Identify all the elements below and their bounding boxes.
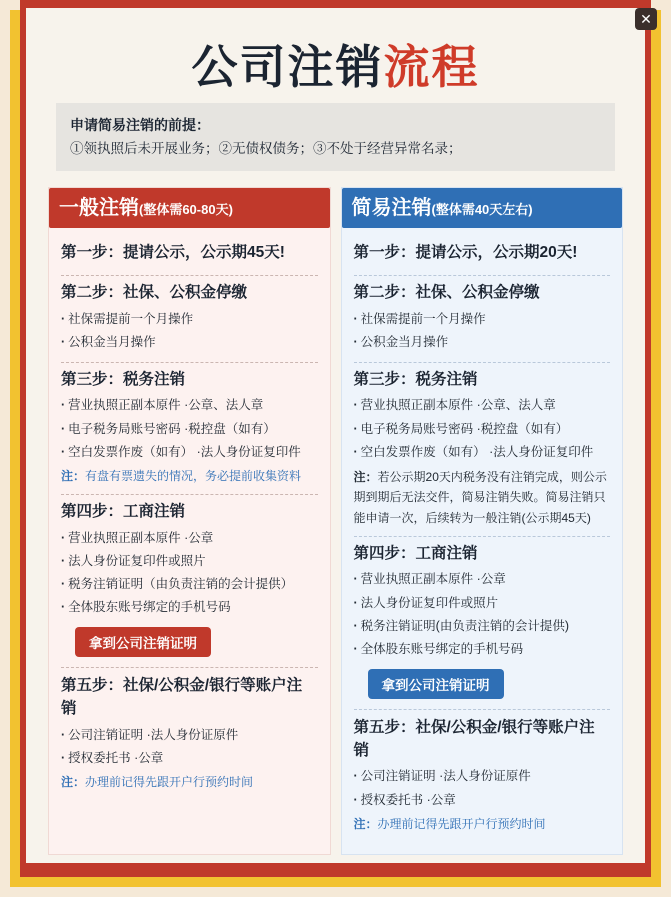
column-body-general (49, 228, 330, 805)
list-item: · 法人身份证复印件或照片 (61, 550, 318, 573)
column-header-general-main: 一般注销 (59, 196, 139, 219)
step-bullets (354, 568, 611, 661)
step-item (61, 276, 318, 363)
list-item: · 全体股东账号绑定的手机号码 (354, 638, 611, 661)
column-general-cancellation (48, 187, 331, 855)
column-header-general-sub: (整体需60-80天) (139, 201, 233, 217)
step-item (61, 668, 318, 800)
poster-content (26, 8, 645, 863)
premise-box (56, 103, 615, 171)
note-text: 办理前记得先跟开户行预约时间 (85, 774, 254, 789)
note-label: 注： (353, 469, 378, 484)
list-item: · 法人身份证复印件或照片 (354, 592, 611, 615)
list-item: · 营业执照正副本原件 ·公章 (354, 568, 611, 591)
list-item: · 社保需提前一个月操作 (354, 308, 611, 331)
list-item: · 公司注销证明 ·法人身份证原件 (61, 724, 318, 747)
list-item: · 营业执照正副本原件 ·公章、法人章 (61, 394, 318, 417)
column-header-simple (342, 188, 623, 228)
page-title-main: 公司注销 (191, 41, 384, 93)
columns-container (44, 187, 627, 855)
list-item: · 营业执照正副本原件 ·公章 (61, 527, 318, 550)
list-item: · 空白发票作废（如有） ·法人身份证复印件 (354, 441, 611, 464)
step-title: 第二步：社保、公积金停缴 (61, 284, 248, 302)
step-title: 第二步：社保、公积金停缴 (353, 284, 540, 302)
step-bullets (61, 394, 318, 463)
list-item: · 社保需提前一个月操作 (61, 308, 318, 331)
step-note (354, 467, 611, 528)
column-header-general (49, 188, 330, 228)
note-label: 注： (353, 816, 378, 831)
step-item (354, 710, 611, 842)
step-title: 第三步：税务注销 (61, 370, 186, 388)
step-title: 第一步：提请公示，公示期45天! (61, 243, 285, 261)
step-title: 第五步：社保/公积金/银行等账户注销 (61, 677, 303, 718)
step-bullets (354, 394, 611, 463)
list-item: · 电子税务局账号密码 ·税控盘（如有） (61, 418, 318, 441)
list-item: · 空白发票作废（如有） ·法人身份证复印件 (61, 441, 318, 464)
note-text: 若公示期20天内税务没有注销完成，则公示期到期后无法交件，简易注销失败。简易注销只能申请一次，后续转为一般注销(公示期45天) (353, 469, 607, 525)
list-item: · 电子税务局账号密码 ·税控盘（如有） (354, 418, 611, 441)
step-bullets (61, 724, 318, 770)
step-bullets (61, 308, 318, 354)
list-item: · 营业执照正副本原件 ·公章、法人章 (354, 394, 611, 417)
step-item (354, 236, 611, 276)
step-note (354, 814, 611, 834)
premise-heading: 申请简易注销的前提： (70, 116, 210, 133)
step-bullets (354, 308, 611, 354)
step-item (61, 495, 318, 668)
certificate-button[interactable]: 拿到公司注销证明 (75, 627, 211, 657)
note-text: 办理前记得先跟开户行预约时间 (377, 816, 546, 831)
list-item: · 公司注销证明 ·法人身份证原件 (354, 765, 611, 788)
step-item (354, 537, 611, 710)
list-item: · 税务注销证明(由负责注销的会计提供) (354, 615, 611, 638)
note-label: 注： (61, 468, 86, 483)
note-label: 注： (61, 774, 86, 789)
step-item (61, 363, 318, 495)
step-title: 第五步：社保/公积金/银行等账户注销 (353, 718, 595, 760)
list-item: · 税务注销证明（由负责注销的会计提供） (61, 573, 318, 596)
note-text: 有盘有票遗失的情况，务必提前收集资料 (85, 468, 302, 483)
list-item: · 授权委托书 ·公章 (354, 789, 611, 812)
step-item (354, 276, 611, 363)
column-header-simple-sub: (整体需40天左右) (431, 201, 533, 217)
step-bullets (61, 527, 318, 620)
step-note (61, 772, 318, 792)
column-simple-cancellation (341, 187, 624, 855)
list-item: · 全体股东账号绑定的手机号码 (61, 596, 318, 619)
list-item: · 公积金当月操作 (354, 331, 611, 354)
step-bullets (354, 765, 611, 811)
step-item (61, 236, 318, 276)
step-item (354, 363, 611, 537)
step-title: 第一步：提请公示，公示期20天! (353, 243, 578, 261)
column-body-simple (342, 228, 623, 846)
close-icon[interactable]: ✕ (635, 8, 657, 30)
premise-line: ①领执照后未开展业务；②无债权债务；③不处于经营异常名录； (70, 141, 462, 157)
step-title: 第四步：工商注销 (61, 503, 186, 521)
step-note (61, 466, 318, 486)
page-title-accent: 流程 (383, 41, 480, 93)
list-item: · 授权委托书 ·公章 (61, 747, 318, 770)
step-title: 第三步：税务注销 (353, 370, 478, 388)
page-title (44, 42, 627, 93)
list-item: · 公积金当月操作 (61, 331, 318, 354)
column-header-simple-main: 简易注销 (351, 196, 432, 219)
step-title: 第四步：工商注销 (353, 544, 478, 562)
certificate-button[interactable]: 拿到公司注销证明 (368, 669, 504, 699)
